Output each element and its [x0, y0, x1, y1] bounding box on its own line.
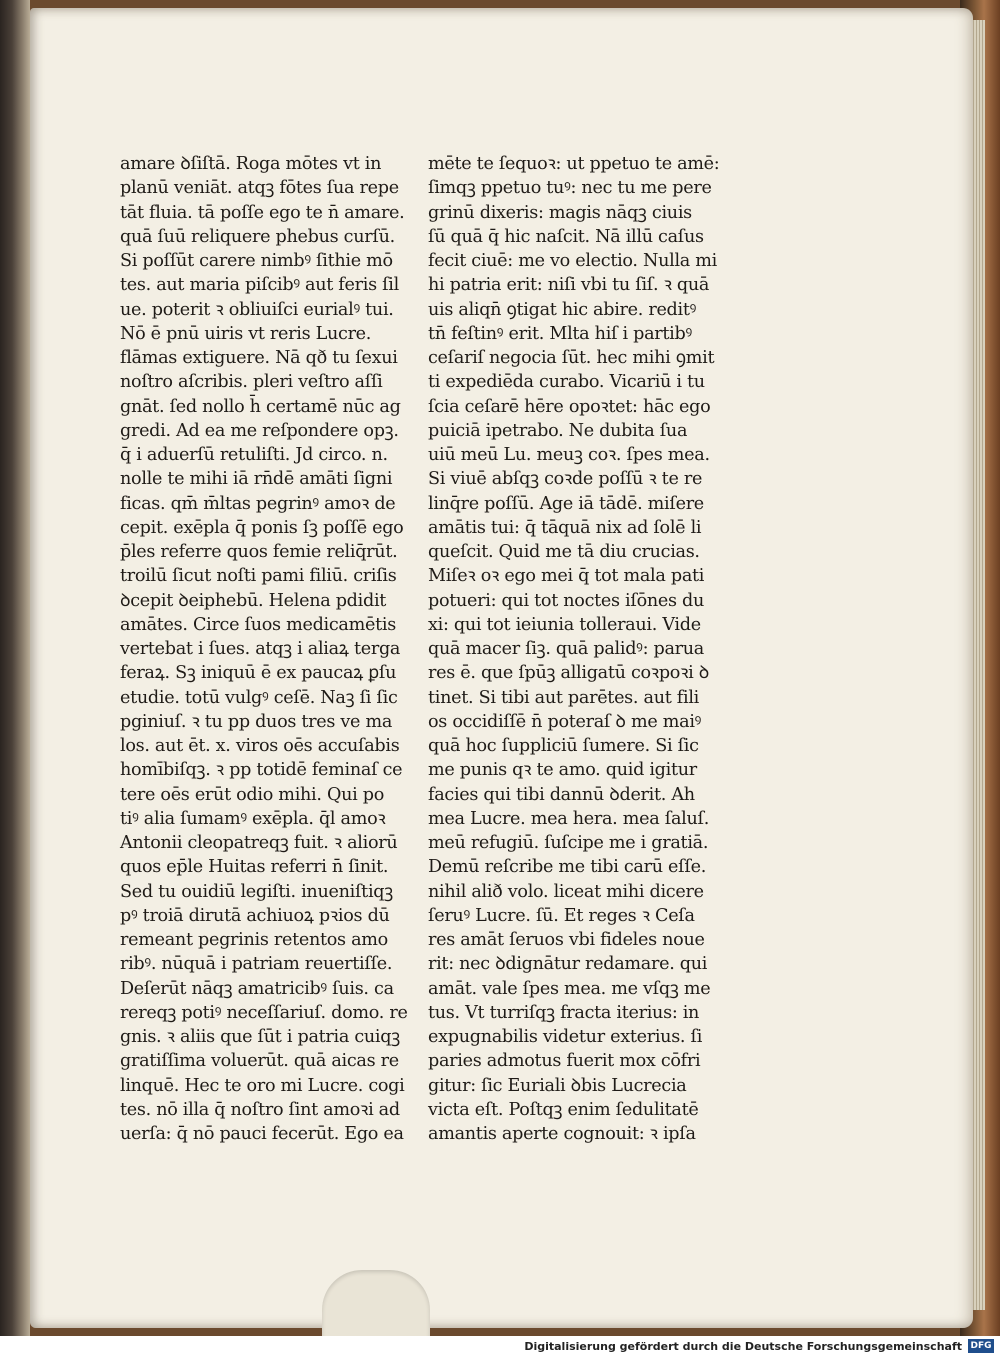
- text-line: tere oēs erūt odio mihi. Qui po: [120, 784, 384, 805]
- text-line: Demū reſcribe me tibi carū eſſe.: [428, 857, 706, 878]
- text-line: rereqꝫ potiꝰ neceſſariuſ. domo. re: [120, 1002, 408, 1023]
- text-line: fecit ciuē: me vo electio. Nulla mi: [428, 251, 717, 271]
- text-line: amātis tui: q̄ tāquā nix ad ſolē li: [428, 517, 702, 538]
- text-line: ficas. qm̄ m̄ltas pegrinꝰ amoꝛ de: [120, 493, 396, 514]
- text-line: homībiſqꝫ. ꝛ pp totidē feminaſ ce: [120, 760, 403, 781]
- text-line: quā hoc ſuppliciū ſumere. Si ſic: [428, 736, 699, 756]
- text-line: tus. Vt turriſqꝫ fracta iterius: in: [428, 1002, 700, 1023]
- text-line: ti expediēda curabo. Vicariū i tu: [428, 372, 705, 393]
- text-line: Deſerūt nāqꝫ amatricibꝰ ſuis. ca: [120, 978, 394, 999]
- text-line: gnis. ꝛ aliis que ſūt i patria cuiqꝫ: [120, 1027, 400, 1047]
- text-line: pꝰ troiā dirutā achiuoꝝ pꝛios dū: [120, 905, 390, 926]
- text-line: remeant pegrinis retentos amo: [120, 930, 388, 950]
- text-line: los. aut ēt. x. viros oēs accuſabis: [120, 736, 400, 756]
- text-line: uiū meū Lu. meuꝫ coꝛ. ſpes mea.: [428, 445, 710, 465]
- text-line: gnāt. ſed nollo h̄ certamē nūc ag: [120, 396, 401, 417]
- text-line: ceſariſ negocia ſūt. hec mihi ꝯmit: [428, 348, 715, 368]
- text-line: ſū quā q̄ hic naſcit. Nā illū caſus: [428, 226, 704, 247]
- text-line: rit: nec ꝺdignātur redamare. qui: [428, 954, 708, 975]
- text-line: Sed tu ouidiū legiſti. inueniſtiqꝫ: [120, 881, 393, 902]
- text-line: tes. aut maria piſcibꝰ aut feris ſil: [120, 275, 399, 296]
- left-text-column: [120, 152, 408, 1146]
- text-line: flāmas extiguere. Nā qð tu ſexui: [120, 348, 398, 368]
- text-line: uerſa: q̄ nō pauci fecerūt. Ego ea: [120, 1124, 404, 1144]
- book-binding-left: [0, 0, 30, 1336]
- text-line: linq̄re poſſū. Age iā tādē. miſere: [428, 493, 704, 514]
- text-line: potueri: qui tot noctes iſōnes du: [428, 590, 705, 611]
- text-line: pginiuſ. ꝛ tu pp duos tres ve ma: [120, 711, 393, 732]
- text-line: gitur: ſic Euriali ꝺbis Lucrecia: [428, 1075, 687, 1096]
- text-line: mēte te ſequoꝛ: ut ppetuo te amē:: [428, 154, 720, 174]
- text-line: tiꝰ alia ſumamꝰ exēpla. q̄l amoꝛ: [120, 808, 386, 829]
- text-line: grinū dixeris: magis nāqꝫ ciuis: [428, 202, 692, 223]
- text-line: gredi. Ad ea me reſpondere opꝫ.: [120, 420, 399, 441]
- footer-bar: [0, 1336, 1000, 1358]
- text-line: amantis aperte cognouit: ꝛ ipſa: [428, 1124, 696, 1144]
- text-line: res ē. que ſpūꝫ alligatū coꝛpoꝛi ꝺ: [428, 663, 709, 684]
- text-line: puiciā ipetrabo. Ne dubita ſua: [428, 420, 688, 441]
- text-line: Miſeꝛ oꝛ ego mei q̄ tot mala pati: [428, 566, 705, 587]
- text-line: quā ſuū reliquere phebus curſū.: [120, 226, 395, 247]
- text-line: paries admotus fuerit mox cōfri: [428, 1051, 701, 1072]
- text-line: tn̄ feſtinꝰ erit. Mlta hiſ i partibꝰ: [428, 323, 692, 344]
- text-line: p̄les referre quos femie reliq̄rūt.: [120, 542, 398, 562]
- text-line: troilū ſicut noſti pami filiū. criſis: [120, 566, 397, 587]
- funding-credit: Digitalisierung gefördert durch die Deutsche Forschungsgemeinschaft: [524, 1340, 962, 1353]
- text-line: quā macer ſiꝫ. quā palidꝰ: parua: [428, 639, 704, 659]
- text-line: ꝺcepit ꝺeiphebū. Helena pdidit: [120, 590, 387, 611]
- text-line: planū veniāt. atqꝫ fōtes ſua repe: [120, 178, 399, 199]
- text-line: res amāt ſeruos vbi fideles noue: [428, 930, 705, 950]
- text-line: Nō ē pnū uiris vt reris Lucre.: [120, 323, 372, 344]
- dfg-logo: DFG: [968, 1339, 994, 1353]
- text-line: amātes. Circe ſuos medicamētis: [120, 614, 396, 635]
- text-line: amare ꝺſiſtā. Roga mōtes vt in: [120, 154, 382, 174]
- page-tab: [322, 1270, 430, 1336]
- text-line: amāt. vale ſpes mea. me vſqꝫ me: [428, 978, 711, 999]
- text-line: cepit. exēpla q̄ ponis ſꝫ poſſē ego: [120, 517, 404, 538]
- text-line: tinet. Si tibi aut parētes. aut fili: [428, 687, 699, 708]
- text-line: Si poſſūt carere nimbꝰ ſithie mō: [120, 251, 393, 271]
- right-text-column: [428, 152, 719, 1146]
- text-line: ue. poterit ꝛ obliuiſci eurialꝰ tui.: [120, 299, 394, 320]
- text-line: os occidiſſē n̄ poteraſ ꝺ me maiꝰ: [428, 711, 702, 732]
- text-line: quos ep̄le Huitas referri n̄ ſinit.: [120, 857, 389, 878]
- text-line: victa eſt. Poſtqꝫ enim ſedulitatē: [428, 1099, 699, 1120]
- text-line: tes. nō illa q̄ noſtro ſint amoꝛi ad: [120, 1099, 400, 1120]
- text-line: me punis qꝛ te amo. quid igitur: [428, 760, 697, 781]
- text-line: linquē. Hec te oro mi Lucre. cogi: [120, 1075, 405, 1096]
- text-line: q̄ i aduerſū retuliſti. Jd circo. n.: [120, 445, 388, 465]
- text-line: xi: qui tot ieiunia tolleraui. Vide: [428, 614, 701, 635]
- text-line: nolle te mihi iā rn̄dē amāti ſigni: [120, 469, 393, 490]
- text-line: ſeruꝰ Lucre. ſū. Et reges ꝛ Ceſa: [428, 905, 695, 926]
- text-line: noſtro aſcribis. pleri veſtro aſſi: [120, 372, 383, 393]
- text-line: mea Lucre. mea hera. mea ſaluſ.: [428, 808, 709, 829]
- text-line: tāt fluia. tā poſſe ego te n̄ amare.: [120, 202, 405, 223]
- text-line: meū refugiū. ſuſcipe me i gratiā.: [428, 833, 709, 853]
- text-line: ſimqꝫ ppetuo tuꝰ: nec tu me pere: [428, 178, 712, 199]
- text-line: queſcit. Quid me tā diu crucias.: [428, 542, 700, 562]
- text-line: etudie. totū vulgꝰ ceſē. Naꝫ ſi ſic: [120, 687, 398, 708]
- text-line: ribꝰ. nūquā i patriam reuertiſſe.: [120, 954, 393, 975]
- text-line: gratiſſima voluerūt. quā aicas re: [120, 1051, 399, 1072]
- text-line: ſcia ceſarē hēre opoꝛtet: hāc ego: [428, 396, 711, 417]
- text-line: Antonii cleopatreqꝫ fuit. ꝛ aliorū: [120, 833, 398, 853]
- text-line: expugnabilis videtur exterius. ſi: [428, 1027, 703, 1047]
- text-line: facies qui tibi dannū ꝺderit. Ah: [428, 784, 695, 805]
- text-line: hi patria erit: niſi vbi tu ſiſ. ꝛ quā: [428, 275, 710, 296]
- text-line: uis aliqn̄ ꝯtigat hic abire. reditꝰ: [428, 299, 697, 320]
- text-line: nihil alið volo. liceat mihi dicere: [428, 881, 704, 902]
- text-line: Si viuē abſqꝫ coꝛde poſſū ꝛ te re: [428, 469, 703, 490]
- text-line: vertebat i ſues. atqꝫ i aliaꝝ terga: [120, 639, 401, 659]
- text-line: feraꝝ. Sꝫ iniquū ē ex paucaꝝ ꝑſu: [120, 663, 397, 684]
